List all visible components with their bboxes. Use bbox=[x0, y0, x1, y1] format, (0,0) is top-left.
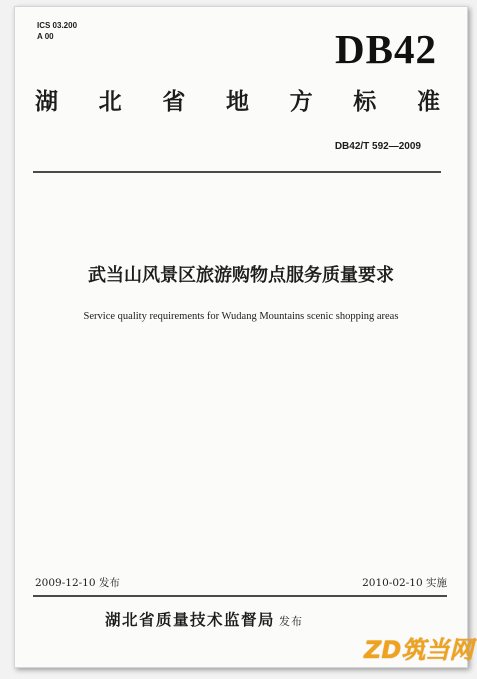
standard-type-char: 省 bbox=[162, 89, 186, 115]
issuing-authority bbox=[105, 610, 303, 632]
issue-date: 2009-12-10 发布 bbox=[35, 577, 120, 589]
footer-divider bbox=[33, 595, 447, 597]
standard-type-heading bbox=[35, 87, 440, 117]
issuer-suffix: 发布 bbox=[279, 615, 304, 628]
classification-block bbox=[37, 20, 77, 42]
standard-cover-page bbox=[14, 6, 468, 668]
site-watermark-logo: ZD筑当网 bbox=[364, 636, 474, 664]
standard-number: DB42/T 592—2009 bbox=[334, 141, 421, 152]
standard-type-char: 标 bbox=[353, 89, 377, 115]
standard-type-char: 湖 bbox=[35, 89, 58, 115]
document-title-chinese: 武当山风景区旅游购物点服务质量要求 bbox=[88, 265, 394, 286]
header-divider bbox=[33, 171, 441, 173]
implementation-date: 2010-02-10 实施 bbox=[362, 577, 447, 589]
standard-type-char: 准 bbox=[416, 89, 440, 115]
document-title-english: Service quality requirements for Wudang Mountains scenic shopping areas bbox=[83, 311, 399, 322]
class-code: A 00 bbox=[37, 32, 54, 41]
db42-logo: DB42 bbox=[335, 26, 437, 72]
standard-type-char: 地 bbox=[225, 89, 249, 115]
standard-type-char: 方 bbox=[289, 89, 313, 115]
issuer-name: 湖北省质量技术监督局 bbox=[105, 611, 276, 629]
standard-type-char: 北 bbox=[98, 89, 122, 115]
ics-code: ICS 03.200 bbox=[37, 21, 78, 30]
